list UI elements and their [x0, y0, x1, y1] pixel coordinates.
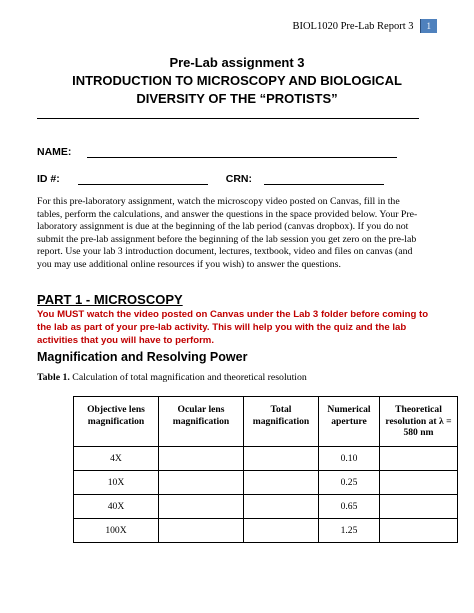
video-warning: You MUST watch the video posted on Canvas under the Lab 3 folder before coming to the lab as part of your pre-lab activity. This will help you with the quiz and the lab activities that you will have to perform. [37, 309, 429, 346]
header-resolution: Theoretical resolution at λ = 580 nm [380, 397, 458, 447]
aperture-cell: 1.25 [319, 519, 380, 543]
header-aperture: Numerical aperture [319, 397, 380, 447]
intro-paragraph: For this pre-laboratory assignment, watch the microscopy video posted on Canvas, fill in the tables, perform the calculations, and answer the questions in the space provided below. Your Pre-laboratory assignment is due at the beginning of the lab period (canvas dropbox). If you do not submit the pre-lab assignment before the beginning of the lab session you get zero on the pre-lab report. Use your lab 3 introduction document, lectures, textbook, video and files on canvas (and you may use additional online resources if you wish) to answer the questions. [37, 196, 418, 270]
table-row [74, 519, 458, 543]
title-divider [37, 118, 419, 119]
running-header [292, 19, 437, 33]
part-1-heading: PART 1 - MICROSCOPY [37, 292, 183, 307]
aperture-cell: 0.25 [319, 471, 380, 495]
resolution-cell[interactable] [380, 495, 458, 519]
section-heading: Magnification and Resolving Power [37, 350, 248, 364]
resolution-cell[interactable] [380, 519, 458, 543]
table-row [74, 495, 458, 519]
header-ocular: Ocular lens magnification [159, 397, 244, 447]
document-title [0, 54, 474, 108]
objective-cell: 100X [74, 519, 159, 543]
header-total: Total magnification [244, 397, 319, 447]
objective-cell: 40X [74, 495, 159, 519]
objective-cell: 10X [74, 471, 159, 495]
title-line-2: INTRODUCTION TO MICROSCOPY AND BIOLOGICAL [72, 73, 402, 88]
title-line-1: Pre-Lab assignment 3 [169, 55, 305, 70]
total-cell[interactable] [244, 519, 319, 543]
running-title: BIOL1020 Pre-Lab Report 3 [292, 20, 414, 32]
crn-blank[interactable] [264, 173, 384, 185]
title-line-3: DIVERSITY OF THE “PROTISTS” [136, 91, 338, 106]
name-label: NAME: [37, 146, 72, 158]
name-blank[interactable] [87, 146, 397, 158]
magnification-table [73, 396, 458, 543]
objective-cell: 4X [74, 447, 159, 471]
name-field-row [37, 146, 397, 158]
ocular-cell[interactable] [159, 519, 244, 543]
id-crn-field-row [37, 173, 384, 185]
total-cell[interactable] [244, 495, 319, 519]
table-header-row [74, 397, 458, 447]
ocular-cell[interactable] [159, 447, 244, 471]
ocular-cell[interactable] [159, 495, 244, 519]
id-blank[interactable] [78, 173, 208, 185]
total-cell[interactable] [244, 447, 319, 471]
table-row [74, 447, 458, 471]
table-row [74, 471, 458, 495]
crn-label: CRN: [225, 173, 253, 185]
ocular-cell[interactable] [159, 471, 244, 495]
header-objective: Objective lens magnification [74, 397, 159, 447]
id-label: ID #: [37, 173, 60, 185]
total-cell[interactable] [244, 471, 319, 495]
table-1-caption: Table 1. Calculation of total magnification and theoretical resolution [37, 372, 307, 383]
aperture-cell: 0.65 [319, 495, 380, 519]
resolution-cell[interactable] [380, 471, 458, 495]
page-number-badge: 1 [420, 19, 438, 33]
resolution-cell[interactable] [380, 447, 458, 471]
aperture-cell: 0.10 [319, 447, 380, 471]
